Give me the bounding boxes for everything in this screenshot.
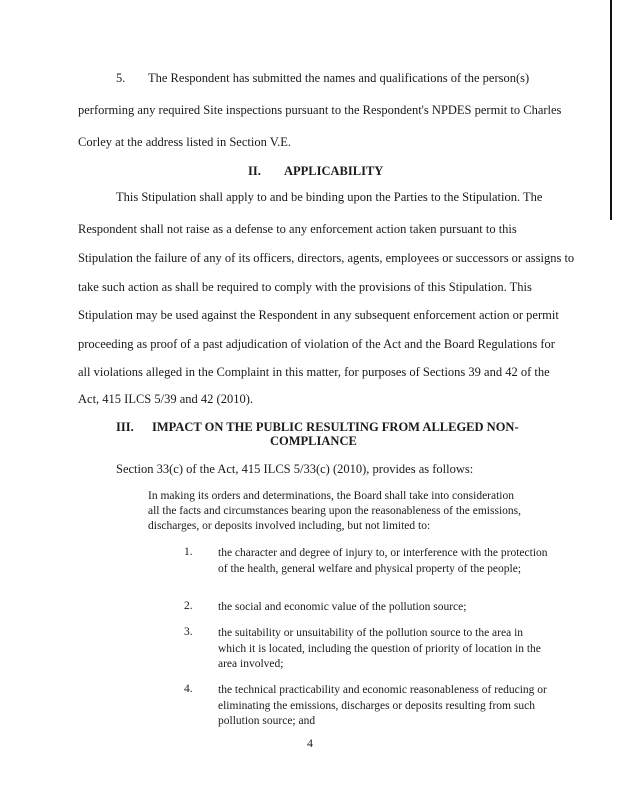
section2-line: Respondent shall not raise as a defense to any enforcement action taken pursuant to this [78,222,517,236]
para5-line: performing any required Site inspections pursuant to the Respondent's NPDES permit to Charles [78,103,562,117]
list-item-text: the social and economic value of the pollution source; [218,601,467,613]
quote-line: all the facts and circumstances bearing upon the reasonableness of the emissions, [148,505,521,517]
page-edge-mark [610,0,612,220]
list-item-text: the character and degree of injury to, or interference with the protection of the health, general welfare and physical property of the people; [218,547,548,575]
para5-number: 5. [116,71,126,85]
list-item-text: the technical practicability and economic reasonableness of reducing or eliminating the emissions, discharges or deposits resulting from such pollution source; and [218,684,547,727]
page-number: 4 [307,736,313,750]
section-title-continued: COMPLIANCE [270,434,357,448]
list-item-number: 4. [184,683,193,695]
quote-line: discharges, or deposits involved including, but not limited to: [148,520,431,532]
list-item-number: 3. [184,626,193,638]
list-item-text: the suitability or unsuitability of the pollution source to the area in which it is located, including the question of priority of location in the area involved; [218,627,541,670]
section2-line: Stipulation may be used against the Respondent in any subsequent enforcement action or permit [78,308,559,322]
quote-line: In making its orders and determinations, the Board shall take into consideration [148,490,514,502]
section2-line: This Stipulation shall apply to and be binding upon the Parties to the Stipulation. The [116,190,543,204]
section3-intro: Section 33(c) of the Act, 415 ILCS 5/33(c) (2010), provides as follows: [116,462,474,476]
list-item-number: 2. [184,600,193,612]
para5-line: Corley at the address listed in Section V.E. [78,135,292,149]
section2-line: all violations alleged in the Complaint in this matter, for purposes of Sections 39 and 42 of the [78,365,550,379]
section2-line: Act, 415 ILCS 5/39 and 42 (2010). [78,392,253,406]
section2-line: take such action as shall be required to comply with the provisions of this Stipulation. This [78,280,532,294]
list-item-number: 1. [184,546,193,558]
section2-line: proceeding as proof of a past adjudication of violation of the Act and the Board Regulations for [78,337,555,351]
section2-line: Stipulation the failure of any of its officers, directors, agents, employees or successors or assigns to [78,251,575,265]
section-number: II. [248,164,261,178]
section-title: APPLICABILITY [284,164,384,178]
para5-line: The Respondent has submitted the names and qualifications of the person(s) [148,71,530,85]
section-number: III. [116,420,134,434]
section-title: IMPACT ON THE PUBLIC RESULTING FROM ALLEGED NON- [152,420,519,434]
